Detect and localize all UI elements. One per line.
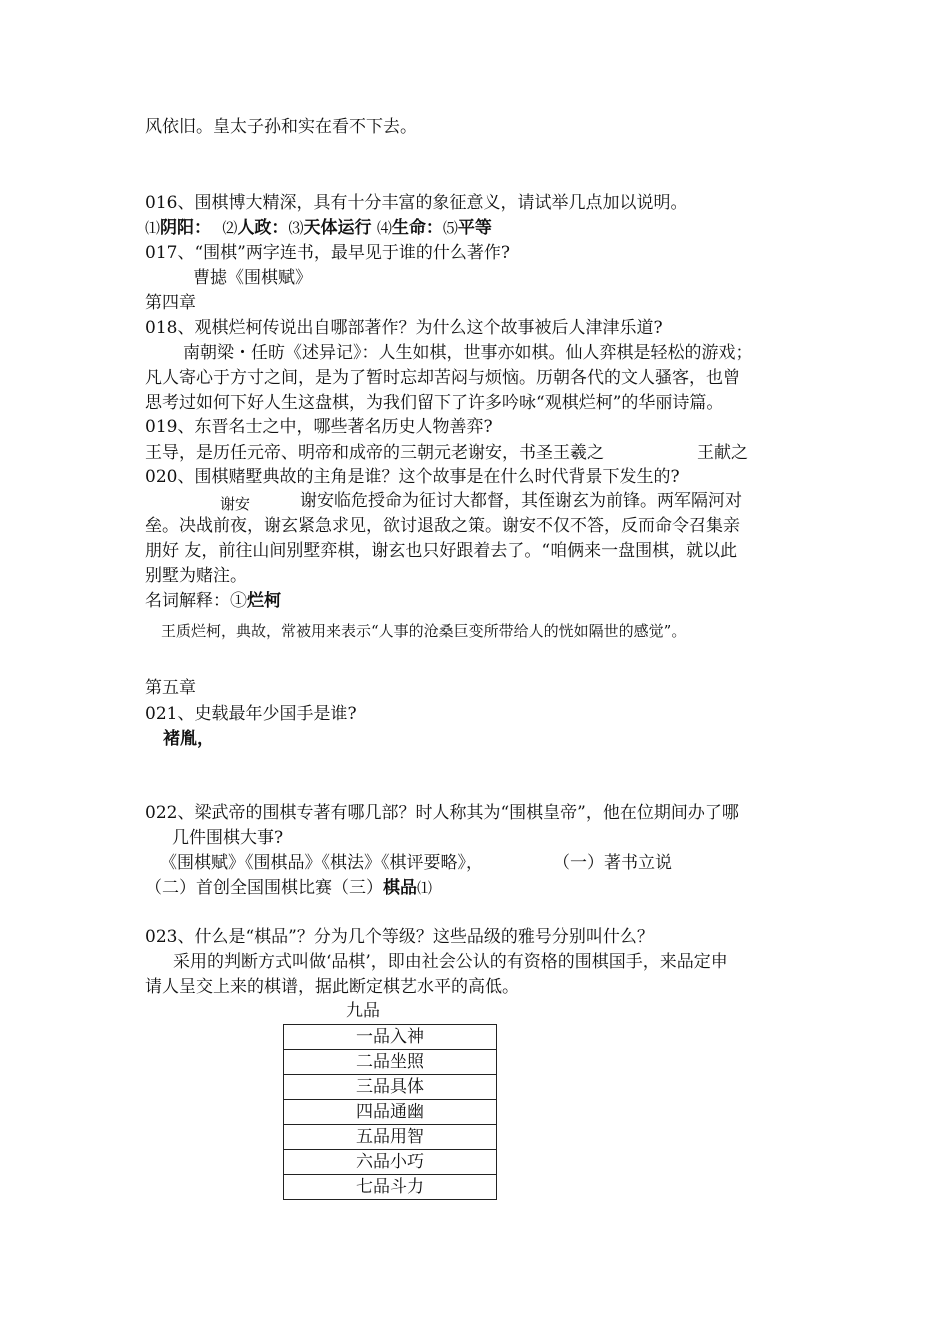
term-explanation <box>145 588 281 614</box>
answer-018: 凡人寄心于方寸之间，是为了暂时忘却苦闷与烦恼。历朝各代的文人骚客，也曾 <box>145 368 740 388</box>
grades-table <box>283 1024 497 1200</box>
grade-cell: 三品具体 <box>284 1075 497 1100</box>
text-line: 风依旧。皇太子孙和实在看不下去。 <box>145 117 417 137</box>
question-021: 021、史载最年少国手是谁? <box>145 704 357 724</box>
keyword: 阴阳： <box>160 218 212 238</box>
answer-017: 曹摅《围棋赋》 <box>193 268 312 288</box>
question-022: 022、梁武帝的围棋专著有哪几部？时人称其为“围棋皇帝”，他在位期间办了哪 <box>145 803 739 823</box>
table-row <box>284 1100 497 1125</box>
keyword: 天体运行 <box>303 218 372 238</box>
answer-020: 朋好 友，前往山间别墅弈棋，谢玄也只好跟着去了。“咱俩来一盘围棋，就以此 <box>145 541 738 561</box>
keyword: 生命： <box>391 218 443 238</box>
grade-cell: 四品通幽 <box>284 1100 497 1125</box>
chapter-heading: 第四章 <box>145 293 196 313</box>
table-row <box>284 1125 497 1150</box>
term-definition: 王质烂柯，典故，常被用来表示“人事的沧桑巨变所带给人的恍如隔世的感觉”。 <box>161 622 687 640</box>
question-023: 023、什么是“棋品”？分为几个等级？这些品级的雅号分别叫什么？ <box>145 927 654 947</box>
answer-022: （一）著书立说 <box>553 853 672 873</box>
grade-cell: 二品坐照 <box>284 1050 497 1075</box>
table-row <box>284 1075 497 1100</box>
chapter-heading: 第五章 <box>145 678 196 698</box>
question-017: 017、“围棋”两字连书，最早见于谁的什么著作? <box>145 243 510 263</box>
table-row <box>284 1150 497 1175</box>
grade-cell: 六品小巧 <box>284 1150 497 1175</box>
table-row <box>284 1175 497 1200</box>
question-018: 018、观棋烂柯传说出自哪部著作？为什么这个故事被后人津津乐道? <box>145 318 663 338</box>
table-row <box>284 1050 497 1075</box>
grade-cell: 七品斗力 <box>284 1175 497 1200</box>
keyword: 人政： <box>237 218 289 238</box>
answer-023: 请人呈交上来的棋谱，据此断定棋艺水平的高低。 <box>145 977 519 997</box>
num: ⑷ <box>376 219 392 237</box>
term-label: 名词解释： <box>145 591 230 611</box>
term-num: ① <box>230 591 247 611</box>
answer-019: 王导，是历任元帝、明帝和成帝的三朝元老谢安，书圣王羲之 <box>145 443 604 463</box>
question-022: 几件围棋大事? <box>172 828 284 848</box>
answer-021: 褚胤， <box>163 729 214 749</box>
answer-020: 别墅为赌注。 <box>145 566 247 586</box>
answer-019-extra: 王献之 <box>697 443 748 463</box>
answer-020: 垒。决战前夜，谢玄紧急求见，欲讨退敌之策。谢安不仅不答，反而命令召集亲 <box>145 516 740 536</box>
answer-018: 南朝梁・任昉《述异记》：人生如棋，世事亦如棋。仙人弈棋是轻松的游戏； <box>183 343 753 363</box>
question-016: 016、围棋博大精深，具有十分丰富的象征意义，请试举几点加以说明。 <box>145 193 688 213</box>
answer-022: 《围棋赋》《围棋品》《棋法》《棋评要略》， <box>160 853 483 873</box>
num: ⑶ <box>288 219 304 237</box>
answer-020: 谢安临危授命为征讨大都督，其侄谢玄为前锋。两军隔河对 <box>300 491 742 511</box>
question-019: 019、东晋名士之中，哪些著名历史人物善弈? <box>145 417 493 437</box>
answer-023: 采用的判断方式叫做‘品棋’，即由社会公认的有资格的围棋国手，来品定申 <box>173 952 728 972</box>
num: ⑴ <box>417 879 433 897</box>
keyword: 棋品 <box>383 878 417 898</box>
table-row <box>284 1025 497 1050</box>
answer-text: （二）首创全国围棋比赛（三） <box>145 878 383 898</box>
answer-020-name: 谢安 <box>220 495 251 513</box>
answer-022 <box>145 875 432 901</box>
term-word: 烂柯 <box>247 591 281 611</box>
num: ⑸ <box>442 219 458 237</box>
answer-018: 思考过如何下好人生这盘棋，为我们留下了许多吟咏“观棋烂柯”的华丽诗篇。 <box>145 393 724 413</box>
answer-016 <box>145 215 492 241</box>
table-title: 九品 <box>346 1001 380 1021</box>
keyword: 平等 <box>457 218 492 238</box>
num: ⑴ <box>145 219 161 237</box>
grade-cell: 五品用智 <box>284 1125 497 1150</box>
num: ⑵ <box>222 219 238 237</box>
grade-cell: 一品入神 <box>284 1025 497 1050</box>
question-020: 020、围棋赌墅典故的主角是谁？这个故事是在什么时代背景下发生的? <box>145 467 680 487</box>
